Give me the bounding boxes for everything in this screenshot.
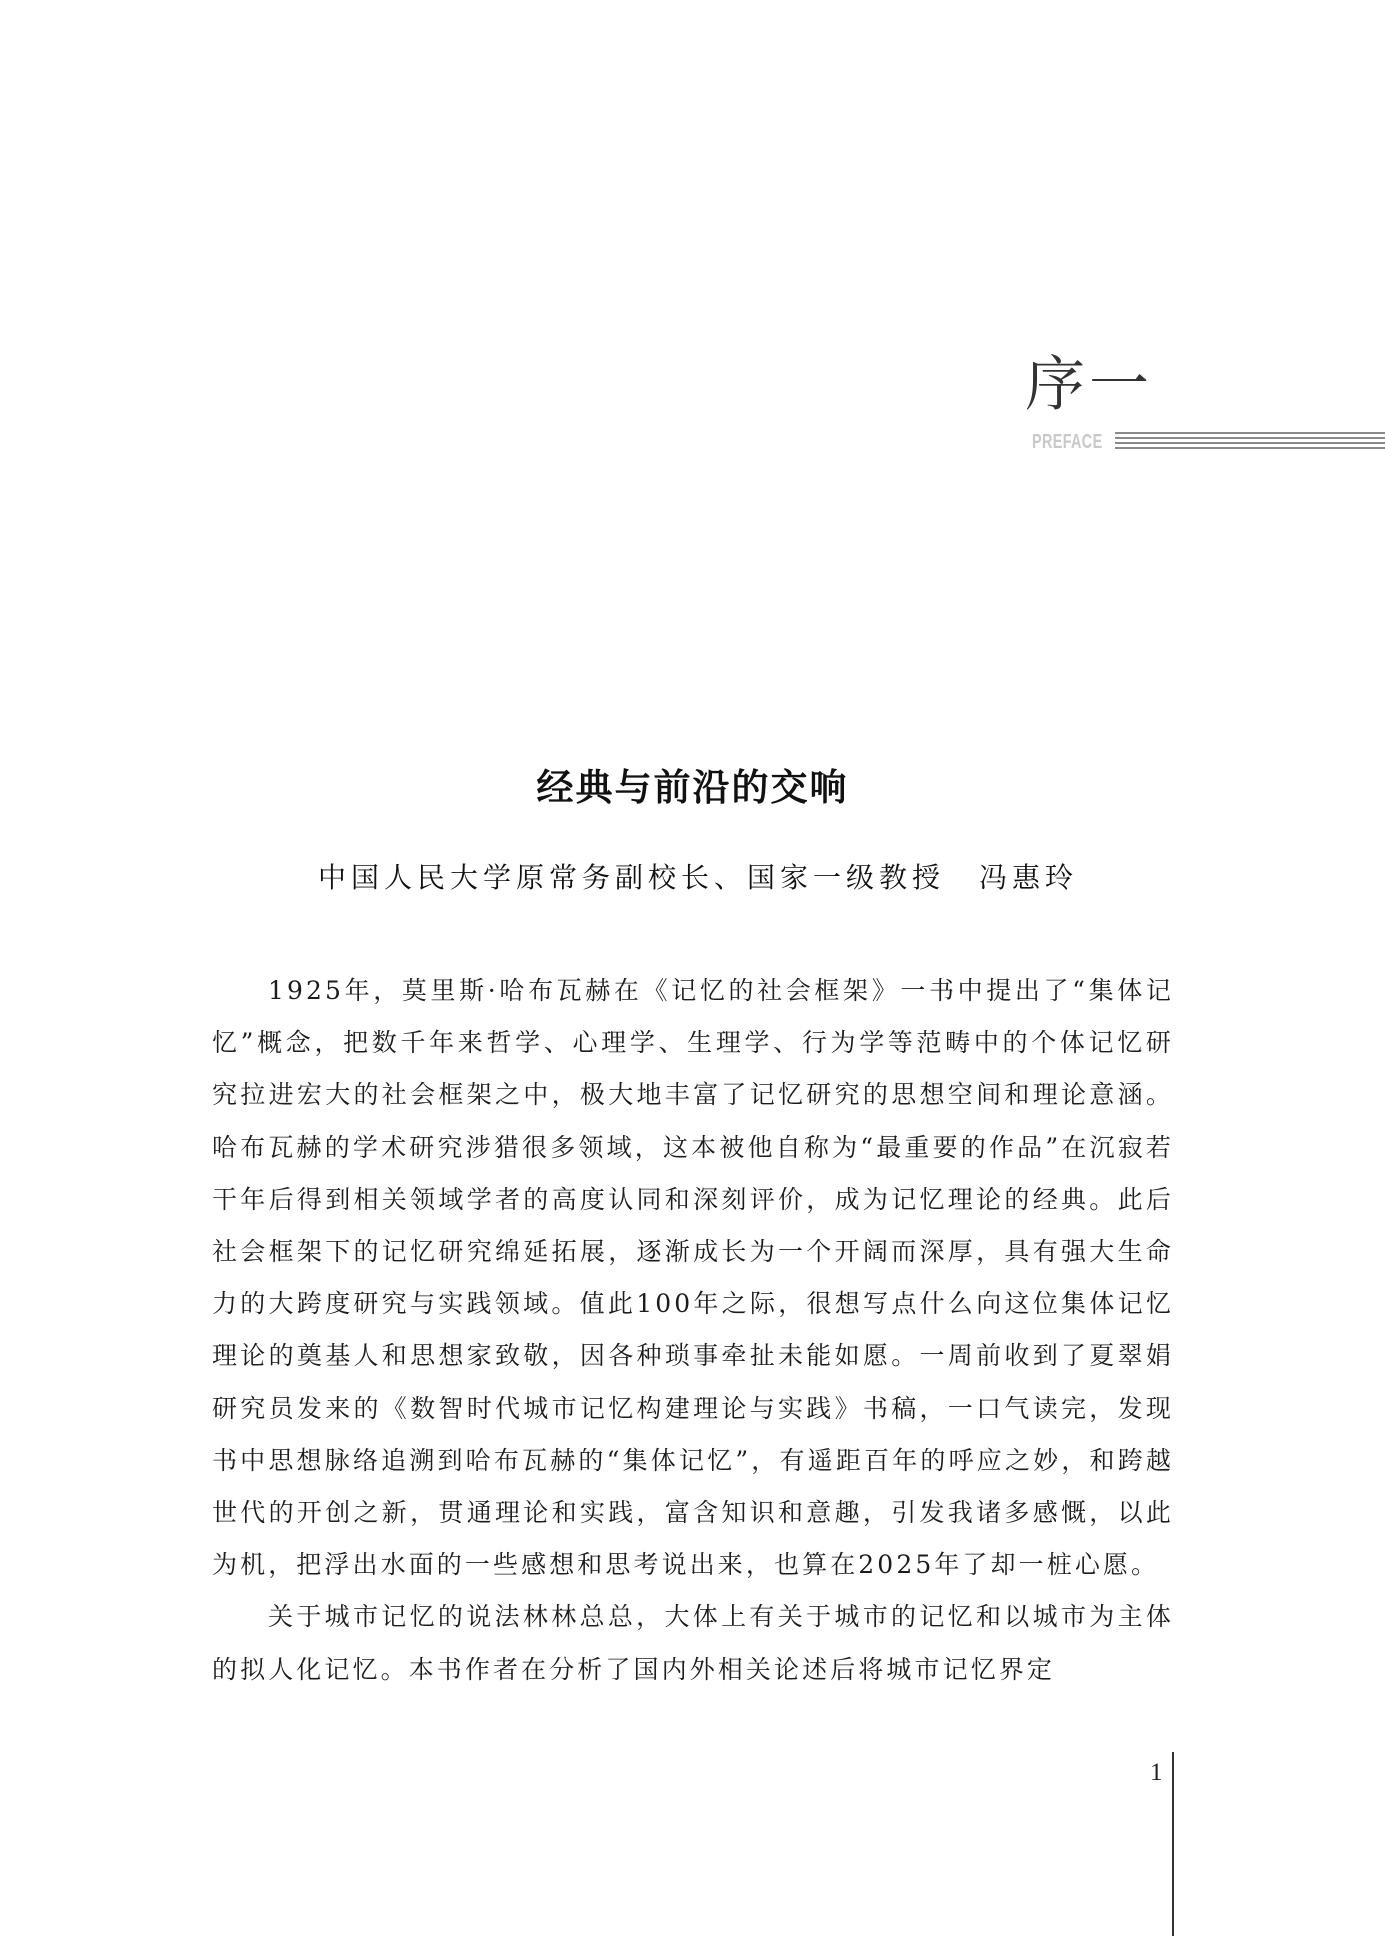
footer-vertical-rule: [1172, 1752, 1174, 1936]
article-body: [212, 965, 1174, 1696]
paragraph: 1925年，莫里斯·哈布瓦赫在《记忆的社会框架》一书中提出了“集体记忆”概念，把数千年来哲学、心理学、生理学、行为学等范畴中的个体记忆研究拉进宏大的社会框架之中，极大地丰富了记忆研究的思想空间和理论意涵。哈布瓦赫的学术研究涉猎很多领域，这本被他自称为“最重要的作品”在沉寂若干年后得到相关领域学者的高度认同和深刻评价，成为记忆理论的经典。此后社会框架下的记忆研究绵延拓展，逐渐成长为一个开阔而深厚，具有强大生命力的大跨度研究与实践领域。值此100年之际，很想写点什么向这位集体记忆理论的奠基人和思想家致敬，因各种琐事牵扯未能如愿。一周前收到了夏翠娟研究员发来的《数智时代城市记忆构建理论与实践》书稿，一口气读完，发现书中思想脉络追溯到哈布瓦赫的“集体记忆”，有遥距百年的呼应之妙，和跨越世代的开创之新，贯通理论和实践，富含知识和意趣，引发我诸多感慨，以此为机，把浮出水面的一些感想和思考说出来，也算在2025年了却一桩心愿。: [212, 976, 1174, 1580]
preface-subtitle: PREFACE: [1032, 431, 1103, 453]
preface-header: [1020, 350, 1385, 460]
article-title: 经典与前沿的交响: [536, 765, 849, 809]
paragraph: 关于城市记忆的说法林林总总，大体上有关于城市的记忆和以城市为主体的拟人化记忆。本书作者在分析了国内外相关论述后将城市记忆界定: [212, 1602, 1174, 1684]
page-number: 1: [1150, 1759, 1163, 1786]
preface-decorative-lines: [1115, 432, 1385, 454]
preface-title: 序一: [1025, 350, 1153, 420]
author-line: [318, 858, 1078, 898]
author-affiliation: 中国人民大学原常务副校长、国家一级教授: [318, 861, 946, 894]
author-name: 冯惠玲: [979, 861, 1079, 894]
